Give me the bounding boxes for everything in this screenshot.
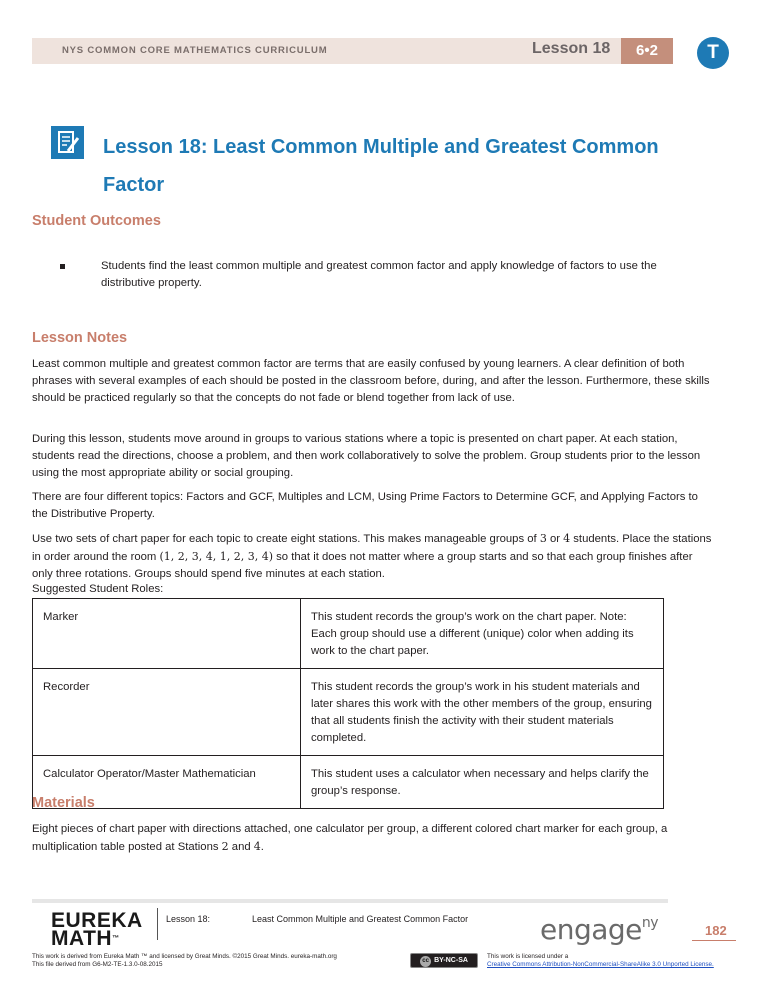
header-lesson-label: Lesson 18 xyxy=(532,40,611,57)
math-number: 4 xyxy=(253,840,261,853)
source-attribution: This work is derived from Eureka Math ™ and licensed by Great Minds. ©2015 Great Minds. eureka-math.org This file derived from G6-M2-TE-1.3.0-08.2015 xyxy=(32,953,337,968)
page-number: 182 xyxy=(705,923,727,938)
math-number: 4 xyxy=(563,532,571,545)
role-description: This student records the group’s work in his student materials and later shares this work with the other members of the group, ensuring that all students finish the activity with their student materials completed. xyxy=(301,669,664,756)
role-name: Recorder xyxy=(33,669,301,756)
lesson-notes-paragraph: Least common multiple and greatest common factor are terms that are easily confused by young learners. A clear definition of both phrases with several examples of each should be posted in the classroom before, during, and after the lesson. Furthermore, these skills should be practiced regularly so that the concepts do not fade or blend together from lack of use. xyxy=(32,358,710,404)
footer-separator xyxy=(157,908,158,940)
station-sequence: (1, 2, 3, 4, 1, 2, 3, 4) xyxy=(159,550,274,563)
table-row xyxy=(33,669,664,756)
license-link[interactable]: Creative Commons Attribution-NonCommercial-ShareAlike 3.0 Unported License. xyxy=(487,961,714,968)
teacher-badge: T xyxy=(697,37,729,69)
lesson-notes-paragraph: There are four different topics: Factors and GCF, Multiples and LCM, Using Prime Factors to Determine GCF, and Applying Factors to the Distributive Property. xyxy=(32,491,698,520)
curriculum-label: NYS COMMON CORE MATHEMATICS CURRICULUM xyxy=(62,45,328,56)
lesson-notes-heading: Lesson Notes xyxy=(32,330,128,346)
math-number: 2 xyxy=(221,840,229,853)
student-outcome-item: Students find the least common multiple and greatest common factor and apply knowledge of factors to use the distributive property. xyxy=(101,260,657,289)
student-roles-table xyxy=(32,598,664,809)
grade-module-badge: 6•2 xyxy=(621,38,673,64)
math-number: 3 xyxy=(539,532,547,545)
footer-divider xyxy=(32,899,668,903)
role-name: Calculator Operator/Master Mathematician xyxy=(33,756,301,809)
bullet-icon xyxy=(60,264,65,269)
table-row xyxy=(33,599,664,669)
lesson-notes-paragraph: Use two sets of chart paper for each topic to create eight stations. This makes manageable groups of 3 or 4 students. Place the stations in order around the room (1, 2, 3, 4, 1, 2, 3, 4) so that it does not matter where a group starts and so that each group finishes after only three rotations. Groups should spend five minutes at each station. xyxy=(32,532,712,580)
lesson-notes-paragraph: During this lesson, students move around in groups to various stations where a topic is presented on chart paper. At each station, students read the directions, choose a problem, and then work collaboratively to solve the problem. Group students prior to the lesson using the most appropriate ability or social grouping. xyxy=(32,433,701,479)
roles-label: Suggested Student Roles: xyxy=(32,583,164,595)
table-row xyxy=(33,756,664,809)
materials-heading: Materials xyxy=(32,795,95,811)
license-notice: This work is licensed under a Creative Commons Attribution-NonCommercial-ShareAlike 3.0 Unported License. xyxy=(487,953,714,968)
role-name: Marker xyxy=(33,599,301,669)
page-title: Lesson 18: Least Common Multiple and Greatest Common Factor xyxy=(103,136,659,196)
creative-commons-badge: cc BY-NC-SA xyxy=(410,953,478,968)
page-number-rule xyxy=(692,940,736,941)
footer-lesson-label: Lesson 18: xyxy=(166,914,211,924)
role-description: This student records the group’s work on the chart paper. Note: Each group should use a different (unique) color when adding its work to the chart paper. xyxy=(301,599,664,669)
eureka-math-logo: EUREKA MATH™ xyxy=(51,909,143,950)
materials-paragraph: Eight pieces of chart paper with directions attached, one calculator per group, a different colored chart marker for each group, a multiplication table posted at Stations 2 and 4. xyxy=(32,823,668,853)
footer-lesson-title: Least Common Multiple and Greatest Common Factor xyxy=(252,914,469,924)
lesson-plan-icon xyxy=(51,126,84,159)
role-description: This student uses a calculator when necessary and helps clarify the group’s response. xyxy=(301,756,664,809)
engageny-logo: engage$^{ny}$ xyxy=(540,913,659,946)
student-outcomes-heading: Student Outcomes xyxy=(32,213,161,229)
